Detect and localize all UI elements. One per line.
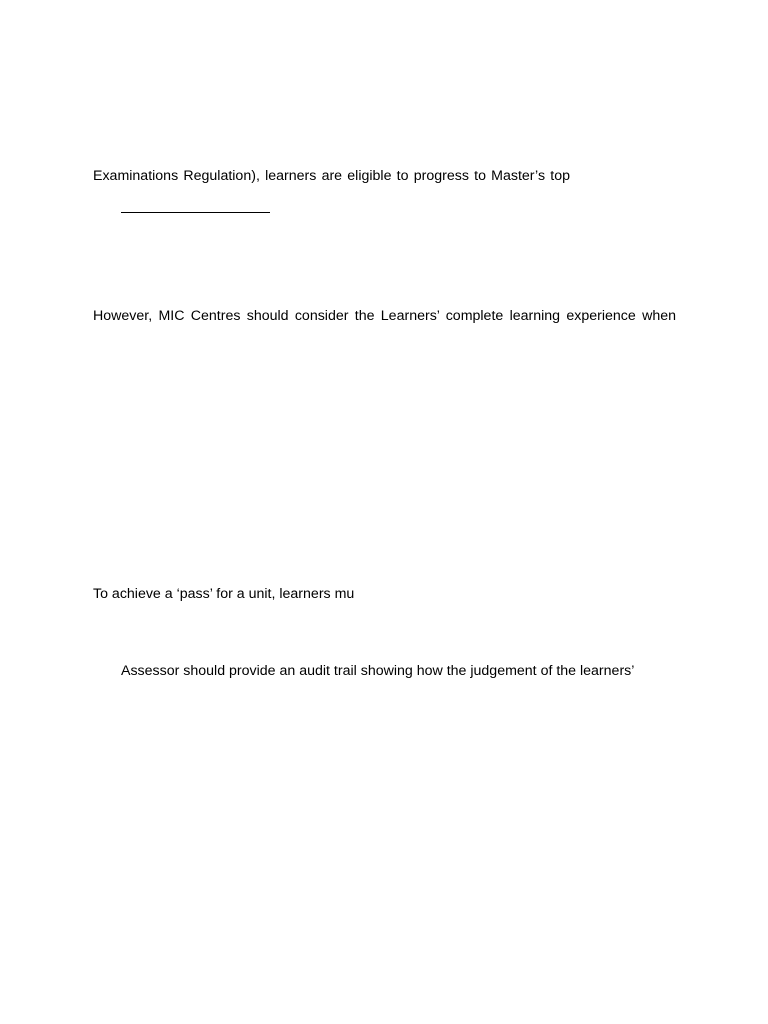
paragraph-achieve-pass: To achieve a ‘pass’ for a unit, learners mu [93, 586, 355, 602]
paragraph-examinations-regulation: Examinations Regulation), learners are eligible to progress to Master’s top [93, 168, 570, 184]
paragraph-mic-centres: However, MIC Centres should consider the Learners’ complete learning experience when [93, 308, 676, 324]
paragraph-assessor-audit-trail: Assessor should provide an audit trail showing how the judgement of the learners’ [121, 663, 635, 679]
footnote-separator-line [121, 212, 270, 213]
